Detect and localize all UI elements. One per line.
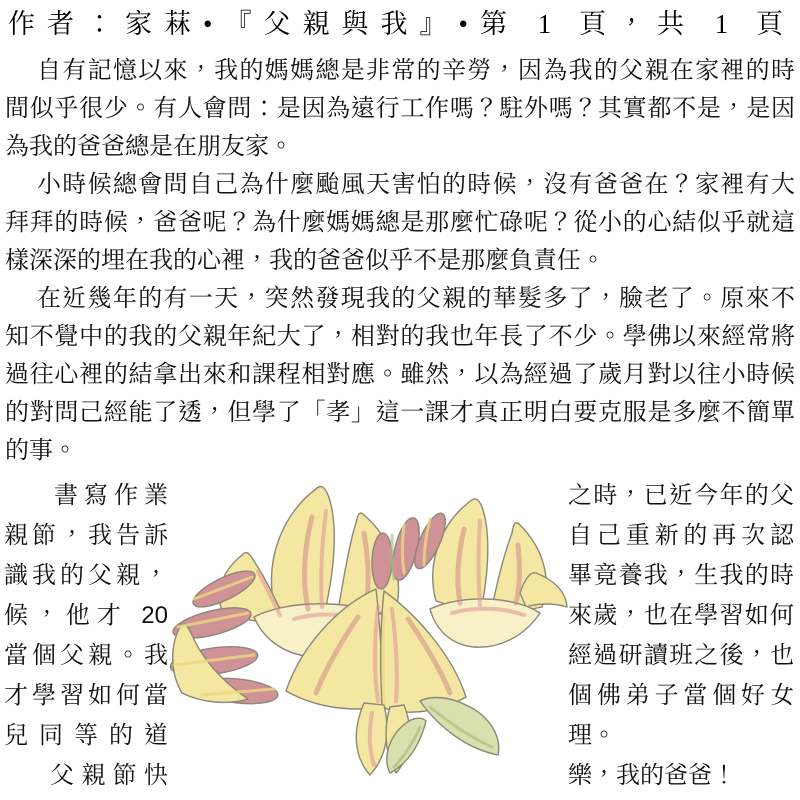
text-line: 候，他才 20 (4, 602, 168, 629)
text-line: 親節，我告訴 (4, 522, 168, 549)
text-line: 畢竟養我，生我的時 (568, 562, 794, 589)
text-line: 個佛弟子當個好女 (568, 682, 794, 709)
page-title: 作者：家菻•『父親與我』•第 1 頁，共 1 頁 (8, 9, 792, 39)
text-line: 過往心裡的結拿出來和課程相對應。雖然，以為經過了歲月對以往小時候 (5, 361, 795, 388)
right-bloom (430, 499, 567, 647)
text-line: 在近幾年的有一天，突然發現我的父親的華髮多了，臉老了。原來不 (37, 285, 795, 312)
wrap-left-column (0, 476, 168, 796)
text-line: 才學習如何當 (4, 682, 168, 709)
text-line: 間似乎很少。有人會問：是因為遠行工作嗎？駐外嗎？其實都不是，是因 (5, 95, 795, 122)
text-line: 經過研讀班之後，也 (568, 642, 794, 669)
wrap-right-column (568, 476, 800, 796)
wrapped-text-section (0, 476, 800, 796)
text-line: 自有記憶以來，我的媽媽總是非常的辛勞，因為我的父親在家裡的時 (37, 57, 795, 84)
body-text (0, 44, 800, 470)
text-line: 樂，我的爸爸！ (568, 762, 736, 789)
text-line: 的對問己經能了透，但學了「孝」這一課才真正明白要克服是多麼不簡單 (5, 399, 795, 426)
text-line: 識我的父親， (4, 562, 168, 589)
text-line: 父親節快 (50, 762, 168, 789)
text-line: 的事。 (5, 437, 77, 464)
lily-flowers-illustration (168, 476, 568, 788)
text-line: 為我的爸爸總是在朋友家。 (5, 133, 293, 160)
text-line: 理。 (568, 722, 616, 749)
text-line: 兒同等的道 (4, 722, 168, 749)
text-line: 來歲，也在學習如何 (568, 602, 794, 629)
inline-image (168, 476, 568, 788)
text-line: 拜拜的時候，爸爸呢？為什麼媽媽總是那麼忙碌呢？從小的心結似乎就這 (5, 209, 795, 236)
text-line: 之時，已近今年的父 (568, 482, 794, 509)
text-line: 書寫作業 (54, 482, 168, 509)
text-line: 小時候總會問自己為什麼颱風天害怕的時候，沒有爸爸在？家裡有大 (37, 171, 795, 198)
text-line: 樣深深的埋在我的心裡，我的爸爸似乎不是那麼負責任。 (5, 247, 605, 274)
text-line: 自己重新的再次認 (568, 522, 794, 549)
text-line: 知不覺中的我的父親年紀大了，相對的我也年長了不少。學佛以來經常將 (5, 323, 795, 350)
text-line: 當個父親。我 (4, 642, 168, 669)
